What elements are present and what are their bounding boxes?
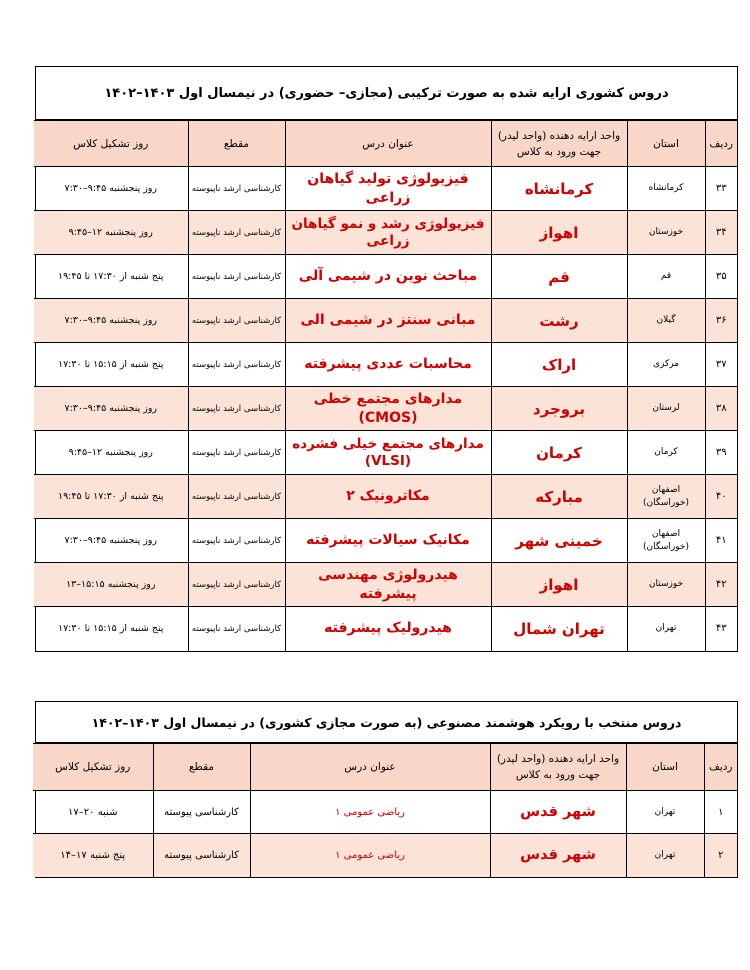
combined-courses-table (35, 66, 738, 652)
header-row (33, 744, 737, 791)
table-row (34, 563, 737, 607)
table-title: دروس منتخب با رویکرد هوشمند مصنوعی (به صورت مجازی کشوری) در نیمسال اول ۱۴۰۳–۱۴۰۲ (36, 702, 737, 743)
cell-level: کارشناسی ارشد ناپیوسته (188, 387, 285, 431)
cell-index: ۴۳ (705, 607, 737, 651)
cell-level: کارشناسی ارشد ناپیوسته (188, 431, 285, 475)
cell-index: ۳۹ (705, 431, 737, 475)
cell-index: ۳۷ (705, 343, 737, 387)
cell-course: مدارهای مجتمع خطی (CMOS) (285, 387, 491, 431)
cell-level: کارشناسی ارشد ناپیوسته (188, 563, 285, 607)
table-row (34, 387, 737, 431)
cell-unit: شهر قدس (490, 791, 626, 834)
header-level: مقطع (153, 744, 250, 791)
cell-province: قم (627, 255, 705, 299)
cell-province: خوزستان (627, 211, 705, 255)
cell-day: پنج شنبه از ۱۷:۳۰ تا ۱۹:۴۵ (34, 475, 188, 519)
cell-level: کارشناسی ارشد ناپیوسته (188, 211, 285, 255)
cell-index: ۱ (704, 791, 737, 834)
table-row (34, 431, 737, 475)
table-row (34, 475, 737, 519)
cell-province: تهران (626, 834, 704, 877)
table-row (34, 519, 737, 563)
cell-unit: قم (491, 255, 627, 299)
cell-index: ۳۳ (705, 167, 737, 211)
cell-province: خوزستان (627, 563, 705, 607)
cell-unit: بروجرد (491, 387, 627, 431)
cell-unit: رشت (491, 299, 627, 343)
cell-province: لرستان (627, 387, 705, 431)
cell-index: ۳۵ (705, 255, 737, 299)
cell-province: گیلان (627, 299, 705, 343)
table-row (34, 167, 737, 211)
header-course: عنوان درس (285, 121, 491, 167)
cell-province: مرکزی (627, 343, 705, 387)
cell-unit: تهران شمال (491, 607, 627, 651)
header-day: روز تشکیل کلاس (34, 121, 188, 167)
ai-courses-grid (33, 743, 737, 877)
cell-unit: اهواز (491, 563, 627, 607)
cell-day: روز پنجشنبه ۱۲–۹:۴۵ (34, 211, 188, 255)
cell-day: روز پنجشنبه ۱۵:۱۵–۱۳ (34, 563, 188, 607)
cell-course: فیزیولوژی تولید گیاهان زراعی (285, 167, 491, 211)
cell-course: هیدرولوژی مهندسی پیشرفته (285, 563, 491, 607)
cell-course: ریاضی عمومی ۱ (250, 791, 490, 834)
cell-day: روز پنجشنبه ۹:۴۵–۷:۳۰ (34, 299, 188, 343)
cell-course: مکاترونیک ۲ (285, 475, 491, 519)
cell-index: ۴۲ (705, 563, 737, 607)
cell-index: ۳۴ (705, 211, 737, 255)
cell-province: اصفهان (خوراسگان) (627, 519, 705, 563)
cell-day: روز پنجشنبه ۹:۴۵–۷:۳۰ (34, 167, 188, 211)
cell-course: مدارهای مجتمع خیلی فشرده (VLSI) (285, 431, 491, 475)
header-province: استان (626, 744, 704, 791)
table-row (33, 791, 737, 834)
cell-province: کرمان (627, 431, 705, 475)
cell-index: ۴۱ (705, 519, 737, 563)
cell-day: روز پنجشنبه ۹:۴۵–۷:۳۰ (34, 519, 188, 563)
cell-index: ۲ (704, 834, 737, 877)
cell-level: کارشناسی ارشد ناپیوسته (188, 167, 285, 211)
cell-index: ۴۰ (705, 475, 737, 519)
cell-level: کارشناسی پیوسته (153, 834, 250, 877)
cell-unit: اهواز (491, 211, 627, 255)
cell-day: پنج شنبه ۱۷–۱۴ (33, 834, 153, 877)
cell-level: کارشناسی ارشد ناپیوسته (188, 519, 285, 563)
cell-day: پنج شنبه از ۱۵:۱۵ تا ۱۷:۳۰ (34, 607, 188, 651)
cell-level: کارشناسی ارشد ناپیوسته (188, 475, 285, 519)
cell-course: مبانی سنتز در شیمی الی (285, 299, 491, 343)
table-row (34, 607, 737, 651)
header-index: ردیف (705, 121, 737, 167)
cell-level: کارشناسی ارشد ناپیوسته (188, 299, 285, 343)
table-row (34, 299, 737, 343)
header-course: عنوان درس (250, 744, 490, 791)
cell-course: فیزیولوژی رشد و نمو گیاهان زراعی (285, 211, 491, 255)
cell-unit: اراک (491, 343, 627, 387)
table-row (34, 211, 737, 255)
cell-province: تهران (627, 607, 705, 651)
cell-level: کارشناسی پیوسته (153, 791, 250, 834)
cell-course: ریاضی عمومی ۱ (250, 834, 490, 877)
table-row (34, 255, 737, 299)
cell-level: کارشناسی ارشد ناپیوسته (188, 607, 285, 651)
combined-courses-grid (34, 120, 737, 651)
cell-course: محاسبات عددی پیشرفته (285, 343, 491, 387)
cell-province: کرمانشاه (627, 167, 705, 211)
cell-day: روز پنجشنبه ۹:۴۵–۷:۳۰ (34, 387, 188, 431)
cell-unit: مبارکه (491, 475, 627, 519)
cell-day: شنبه ۲۰–۱۷ (33, 791, 153, 834)
cell-unit: کرمانشاه (491, 167, 627, 211)
header-index: ردیف (704, 744, 737, 791)
header-day: روز تشکیل کلاس (33, 744, 153, 791)
cell-unit: خمینی شهر (491, 519, 627, 563)
cell-province: اصفهان (خوراسگان) (627, 475, 705, 519)
header-level: مقطع (188, 121, 285, 167)
header-unit: واحد ارایه دهنده (واحد لیدر) جهت ورود به کلاس (491, 121, 627, 167)
cell-course: مباحث نوین در شیمی آلی (285, 255, 491, 299)
cell-day: پنج شنبه از ۱۵:۱۵ تا ۱۷:۳۰ (34, 343, 188, 387)
cell-course: مکانیک سیالات پیشرفته (285, 519, 491, 563)
cell-level: کارشناسی ارشد ناپیوسته (188, 343, 285, 387)
cell-unit: کرمان (491, 431, 627, 475)
cell-index: ۳۸ (705, 387, 737, 431)
header-row (34, 121, 737, 167)
cell-day: پنج شنبه از ۱۷:۳۰ تا ۱۹:۴۵ (34, 255, 188, 299)
cell-index: ۳۶ (705, 299, 737, 343)
header-province: استان (627, 121, 705, 167)
table-row (34, 343, 737, 387)
cell-course: هیدرولیک پیشرفته (285, 607, 491, 651)
header-unit: واحد ارایه دهنده (واحد لیدر) جهت ورود به کلاس (490, 744, 626, 791)
cell-unit: شهر قدس (490, 834, 626, 877)
ai-courses-table (35, 701, 738, 878)
table-title: دروس کشوری ارایه شده به صورت ترکیبی (مجازی– حضوری) در نیمسال اول ۱۴۰۳–۱۴۰۲ (36, 67, 737, 120)
cell-day: روز پنجشنبه ۱۲–۹:۴۵ (34, 431, 188, 475)
table-row (33, 834, 737, 877)
cell-level: کارشناسی ارشد ناپیوسته (188, 255, 285, 299)
cell-province: تهران (626, 791, 704, 834)
